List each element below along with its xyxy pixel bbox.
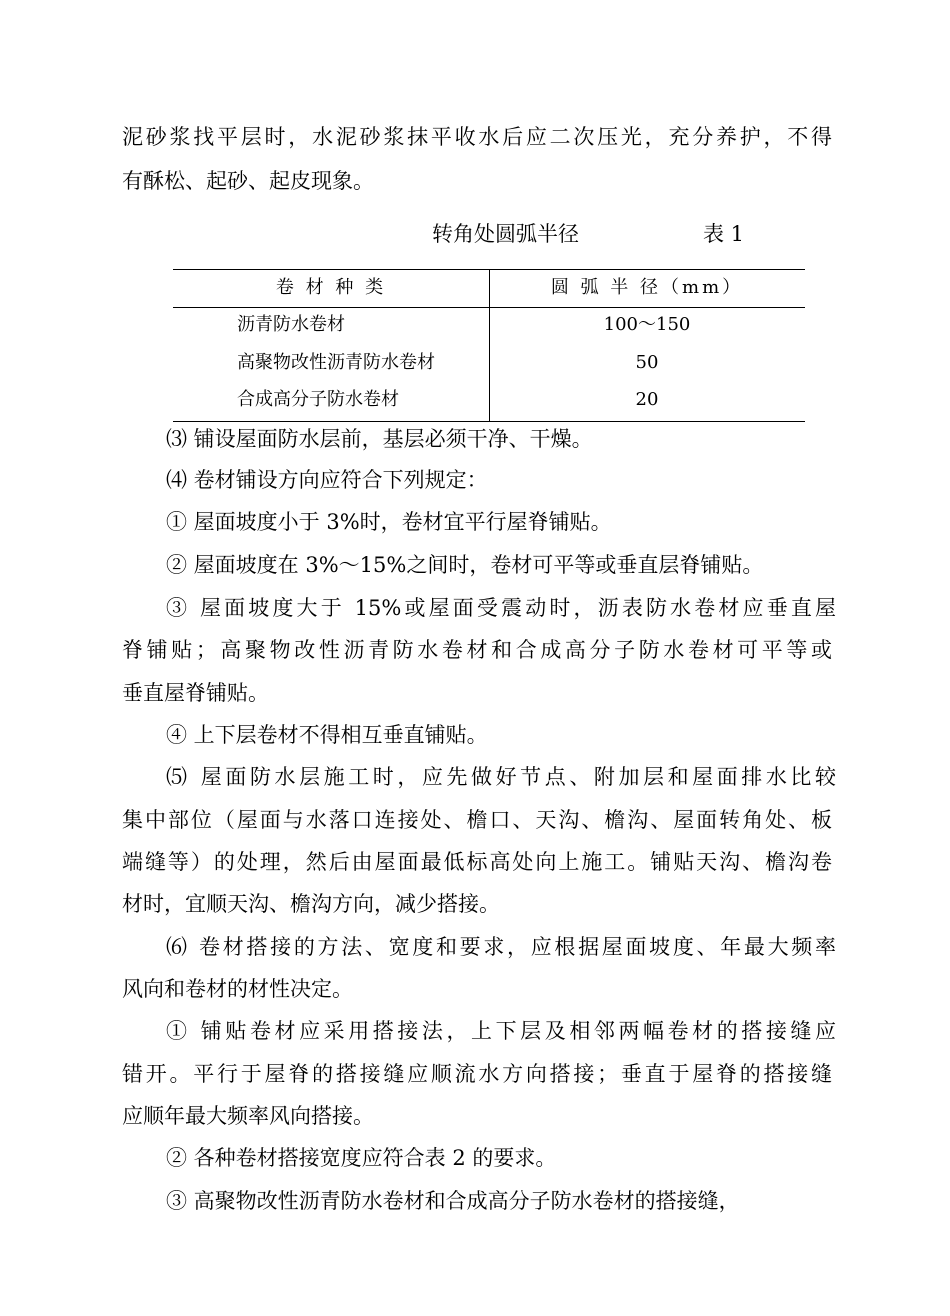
paragraph-line: ⑶ 铺设屋面防水层前，基层必须干净、干燥。	[166, 427, 593, 451]
table-label: 表 1	[703, 222, 745, 246]
paragraph-line: ⑷ 卷材铺设方向应符合下列规定：	[166, 468, 488, 492]
table-cell-radius: 20	[635, 389, 659, 410]
paragraph-line: 材时，宜顺天沟、檐沟方向，减少搭接。	[122, 892, 500, 916]
paragraph-line: 脊铺贴；高聚物改性沥青防水卷材和合成高分子防水卷材可平等或	[122, 638, 832, 662]
paragraph-line: ① 屋面坡度小于 3%时，卷材宜平行屋脊铺贴。	[166, 510, 612, 534]
paragraph-line: 集中部位（屋面与水落口连接处、檐口、天沟、檐沟、屋面转角处、板	[122, 808, 832, 832]
table-cell-material: 沥青防水卷材	[237, 314, 345, 335]
paragraph-line: 错开。平行于屋脊的搭接缝应顺流水方向搭接；垂直于屋脊的搭接缝	[122, 1062, 832, 1086]
paragraph-line: ② 屋面坡度在 3%～15%之间时，卷材可平等或垂直层脊铺贴。	[166, 553, 764, 577]
paragraph-line: ③ 高聚物改性沥青防水卷材和合成高分子防水卷材的搭接缝，	[166, 1189, 740, 1213]
table-cell-material: 合成高分子防水卷材	[237, 389, 399, 410]
paragraph-line: ④ 上下层卷材不得相互垂直铺贴。	[166, 723, 488, 747]
paragraph-line: 风向和卷材的材性决定。	[122, 977, 353, 1001]
table-cell-radius: 50	[635, 352, 659, 373]
paragraph-line: ⑹ 卷材搭接的方法、宽度和要求，应根据屋面坡度、年最大频率	[166, 935, 836, 959]
radius-table	[173, 269, 805, 422]
table-header-radius: 圆 弧 半 径（mm）	[550, 277, 744, 298]
table-title: 转角处圆弧半径	[432, 222, 579, 246]
paragraph-line: ⑸ 屋面防水层施工时，应先做好节点、附加层和屋面排水比较	[166, 765, 836, 789]
paragraph-line: ② 各种卷材搭接宽度应符合表 2 的要求。	[166, 1146, 557, 1170]
paragraph-line: 泥砂浆找平层时，水泥砂浆抹平收水后应二次压光，充分养护，不得	[122, 125, 832, 149]
paragraph-line: 有酥松、起砂、起皮现象。	[122, 169, 374, 193]
paragraph-line: ③ 屋面坡度大于 15%或屋面受震动时，沥表防水卷材应垂直屋	[166, 596, 836, 620]
paragraph-line: 垂直屋脊铺贴。	[122, 681, 269, 705]
table-cell-material: 高聚物改性沥青防水卷材	[237, 352, 435, 373]
paragraph-line: ① 铺贴卷材应采用搭接法，上下层及相邻两幅卷材的搭接缝应	[166, 1019, 836, 1043]
paragraph-line: 端缝等）的处理，然后由屋面最低标高处向上施工。铺贴天沟、檐沟卷	[122, 850, 832, 874]
table-cell-radius: 100～150	[603, 314, 691, 335]
table-header-material: 卷 材 种 类	[275, 277, 387, 298]
paragraph-line: 应顺年最大频率风向搭接。	[122, 1104, 374, 1128]
